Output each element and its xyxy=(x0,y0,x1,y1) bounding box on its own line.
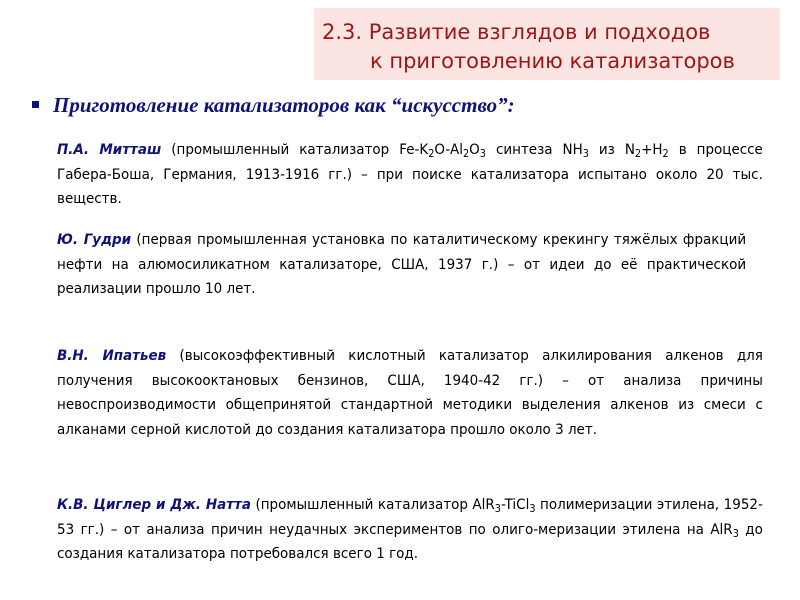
subscript: 3 xyxy=(479,147,486,160)
paragraph-text: полимеризации этилена, 1952-53 гг.) – от анализа причин неудачных экспериментов по олиго-меризации этилена на AlR xyxy=(57,497,763,538)
subscript: 3 xyxy=(582,147,589,160)
paragraph-text: в процессе Габера-Боша, Германия, 1913-1916 гг.) – при поиске катализатора испытано около 20 тыс. веществ. xyxy=(57,142,763,207)
paragraph-ipatieff xyxy=(57,344,763,442)
paragraph-text: до создания катализатора потребовался всего 1 год. xyxy=(57,521,763,562)
subscript: 3 xyxy=(494,502,501,515)
subscript: 2 xyxy=(634,147,642,160)
person-name: В.Н. Ипатьев xyxy=(57,348,167,364)
paragraph-houdry xyxy=(57,228,746,302)
paragraph-text: O xyxy=(469,142,480,158)
subscript: 3 xyxy=(529,502,536,515)
slide-title-line2: к приготовлению катализаторов xyxy=(370,49,735,73)
paragraph-text: синтеза NH xyxy=(485,142,583,158)
subscript: 2 xyxy=(662,147,669,160)
subscript: 2 xyxy=(462,147,470,160)
paragraph-text: из N xyxy=(588,142,635,158)
person-name: П.А. Митташ xyxy=(57,142,162,158)
slide-title-line1: 2.3. Развитие взглядов и подходов xyxy=(322,20,711,44)
section-heading-text: Приготовление катализаторов как “искусство”: xyxy=(53,93,515,117)
person-name: К.В. Циглер и Дж. Натта xyxy=(57,497,251,513)
paragraph-ziegler-natta xyxy=(57,493,763,567)
section-heading xyxy=(32,93,515,118)
person-name: Ю. Гудри xyxy=(57,232,132,248)
paragraph-mittasch xyxy=(57,138,763,212)
paragraph-text: (промышленный катализатор Fe-K xyxy=(161,142,429,158)
paragraph-text: -TiCl xyxy=(500,497,530,513)
subscript: 3 xyxy=(732,527,739,540)
paragraph-text: +H xyxy=(641,142,663,158)
paragraph-text: (высокоэффективный кислотный катализатор алкилирования алкенов для получения высокооктановых бензинов, США, 1940-42 гг.) – от анализа причины невоспроизводимости общепринятой стандартной методики выделения алкенов из смеси с алканами серной кислотой до создания катализатора прошло около 3 лет. xyxy=(57,348,763,438)
paragraph-text: O-Al xyxy=(434,142,463,158)
paragraph-text: (первая промышленная установка по каталитическому крекингу тяжёлых фракций нефти на алюмосиликатном катализаторе, США, 1937 г.) – от идеи до её практической реализации прошло 10 лет. xyxy=(57,232,747,297)
bullet-square-icon xyxy=(32,101,39,108)
paragraph-text: (промышленный катализатор AlR xyxy=(250,497,495,513)
subscript: 2 xyxy=(428,147,435,160)
